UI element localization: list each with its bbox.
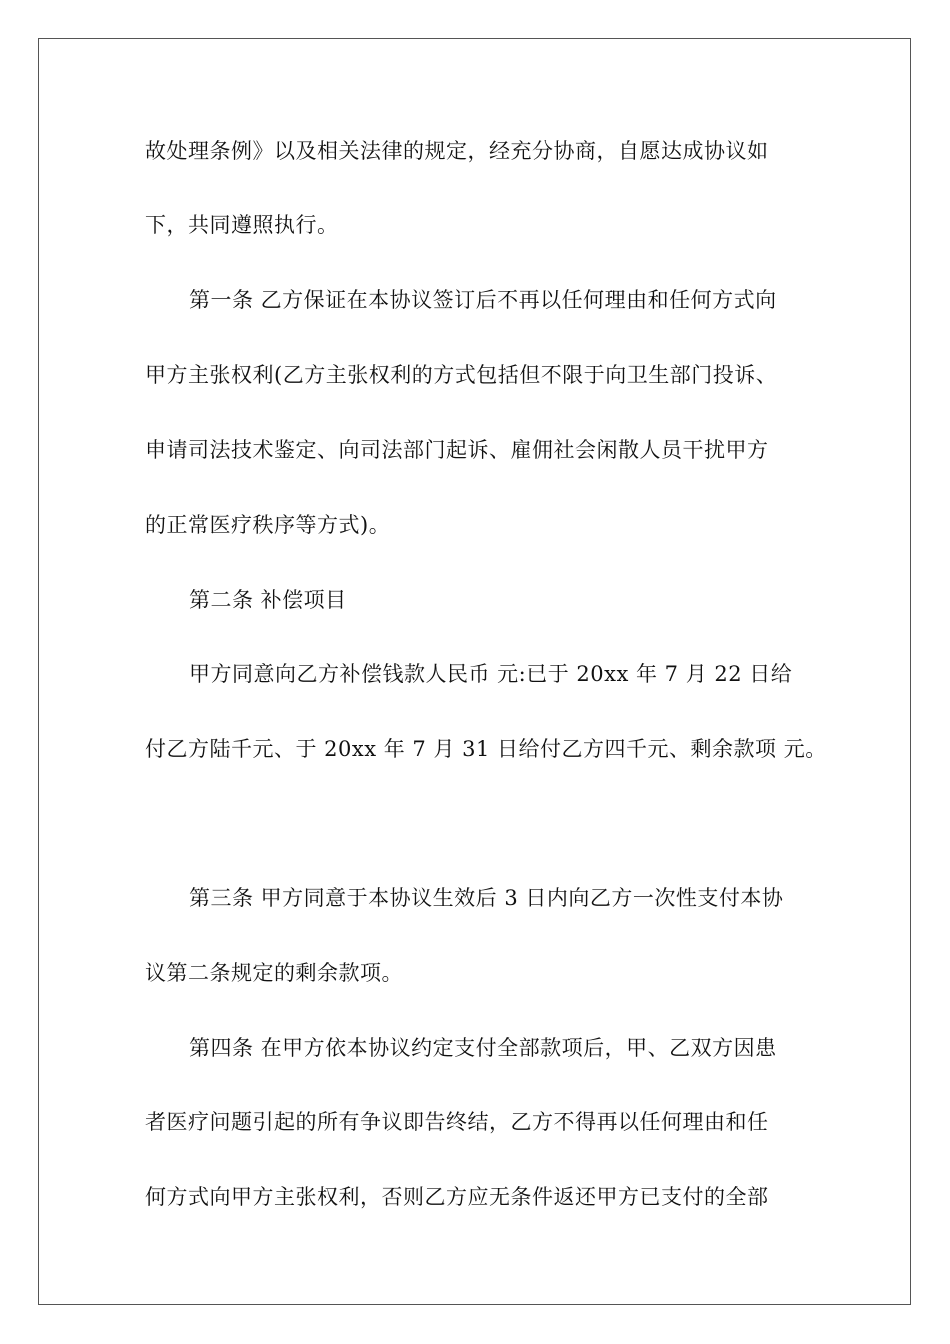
text-line: 者医疗问题引起的所有争议即告终结，乙方不得再以任何理由和任	[145, 1110, 769, 1134]
text-line: 甲方主张权利(乙方主张权利的方式包括但不限于向卫生部门投诉、	[145, 363, 778, 387]
article-2-heading-line: 第二条 补偿项目	[189, 588, 347, 612]
text-line: 故处理条例》以及相关法律的规定，经充分协商，自愿达成协议如	[145, 139, 769, 163]
text-line: 何方式向甲方主张权利，否则乙方应无条件返还甲方已支付的全部	[145, 1185, 769, 1209]
text-line: 议第二条规定的剩余款项。	[145, 961, 403, 985]
article-1-heading-line: 第一条 乙方保证在本协议签订后不再以任何理由和任何方式向	[189, 288, 777, 312]
text-line: 申请司法技术鉴定、向司法部门起诉、雇佣社会闲散人员干扰甲方	[145, 438, 769, 462]
article-4-heading-line: 第四条 在甲方依本协议约定支付全部款项后，甲、乙双方因患	[189, 1036, 777, 1060]
text-line: 甲方同意向乙方补偿钱款人民币 元:已于 20xx 年 7 月 22 日给	[189, 662, 793, 686]
article-3-heading-line: 第三条 甲方同意于本协议生效后 3 日内向乙方一次性支付本协	[189, 886, 784, 910]
text-line: 的正常医疗秩序等方式)。	[145, 513, 391, 537]
text-line: 下，共同遵照执行。	[145, 213, 339, 237]
text-line: 付乙方陆千元、于 20xx 年 7 月 31 日给付乙方四千元、剩余款项 元。	[145, 737, 827, 761]
